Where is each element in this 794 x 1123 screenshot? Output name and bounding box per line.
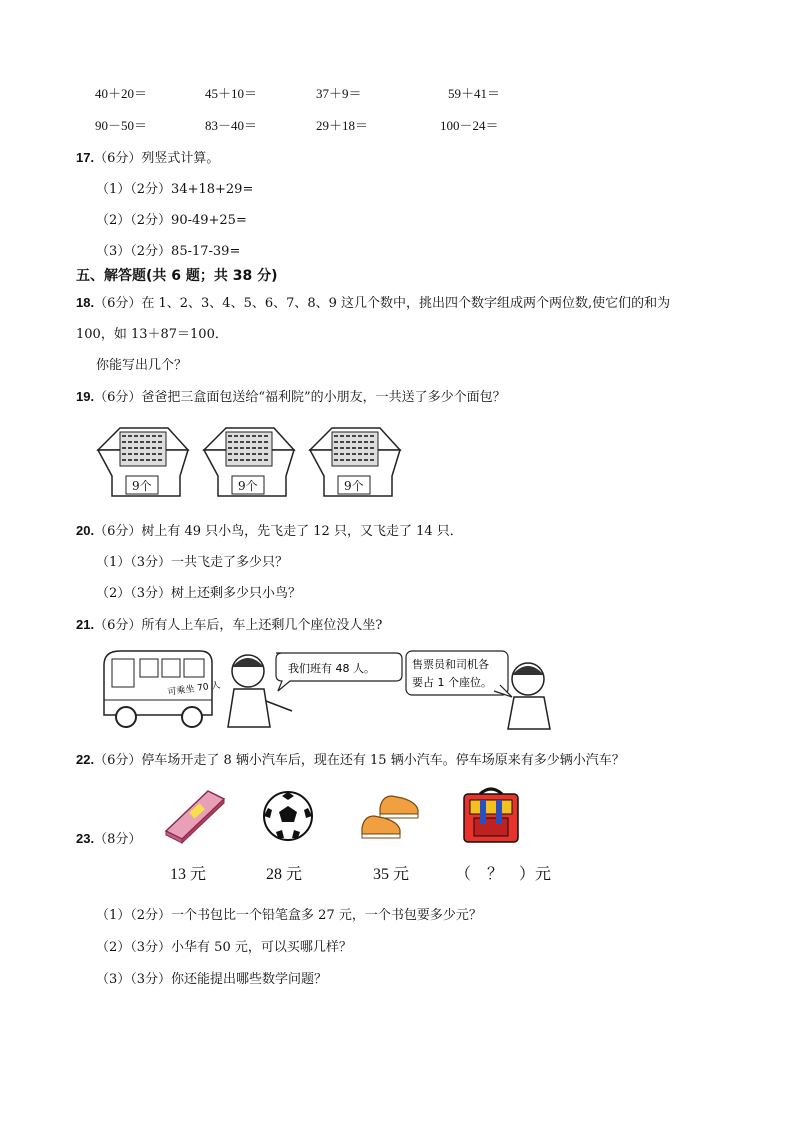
box-label: 9个 bbox=[344, 479, 364, 493]
sub-question: （2）（3分）树上还剩多少只小鸟？ bbox=[96, 586, 302, 601]
pencil-case-icon bbox=[160, 785, 230, 845]
bus-scene-illustration bbox=[100, 645, 560, 730]
question-text: （6分）停车场开走了 8 辆小汽车后，现在还有 15 辆小汽车。停车场原来有多少辆小汽车？ bbox=[94, 753, 625, 768]
question-score: （8分） bbox=[94, 832, 142, 847]
question-20 bbox=[76, 520, 463, 539]
box-label: 9个 bbox=[238, 479, 258, 493]
sneakers-icon bbox=[358, 788, 422, 844]
question-text: （6分）树上有 49 只小鸟，先飞走了 12 只，又飞走了 14 只． bbox=[94, 524, 463, 539]
speech-bubble: 我们班有 48 人。 bbox=[288, 662, 375, 675]
sub-question: （2）（3分）小华有 50 元，可以买哪几样？ bbox=[96, 940, 352, 955]
question-number: 20. bbox=[76, 523, 95, 538]
price-label: 35 元 bbox=[373, 866, 410, 883]
sub-question: （1）（3分）一共飞走了多少只？ bbox=[96, 555, 289, 570]
calc-item: 29＋18＝ bbox=[316, 118, 369, 133]
question-21 bbox=[76, 614, 382, 633]
question-19 bbox=[76, 386, 506, 405]
calc-item: 40＋20＝ bbox=[95, 86, 148, 101]
soccer-ball-icon bbox=[262, 790, 314, 842]
price-label: （ ？ ）元 bbox=[455, 866, 552, 883]
calc-item: 59＋41＝ bbox=[448, 86, 501, 101]
question-number: 18. bbox=[76, 295, 95, 310]
sub-question: （3）（2分）85-17-39= bbox=[96, 244, 241, 259]
calc-item: 45＋10＝ bbox=[205, 86, 258, 101]
question-text-line: 你能写出几个？ bbox=[96, 358, 188, 373]
sub-question: （1）（2分）一个书包比一个铅笔盒多 27 元，一个书包要多少元？ bbox=[96, 908, 482, 923]
speech-bubble-line: 要占 1 个座位。 bbox=[412, 676, 492, 689]
question-23 bbox=[76, 828, 141, 847]
price-label: 28 元 bbox=[266, 866, 303, 883]
calc-item: 83－40＝ bbox=[205, 118, 258, 133]
box-label: 9个 bbox=[132, 479, 152, 493]
question-number: 23. bbox=[76, 831, 95, 846]
calc-item: 100－24＝ bbox=[440, 118, 499, 133]
question-text: （6分）在 1、2、3、4、5、6、7、8、9 这几个数中，挑出四个数字组成两个两位数,使它们的和为 bbox=[94, 296, 671, 311]
question-number: 19. bbox=[76, 389, 95, 404]
question-17 bbox=[76, 147, 219, 166]
school-bag-icon bbox=[460, 784, 522, 846]
question-number: 17. bbox=[76, 150, 95, 165]
calc-item: 90－50＝ bbox=[95, 118, 148, 133]
question-number: 22. bbox=[76, 752, 95, 767]
sub-question: （3）（3分）你还能提出哪些数学问题？ bbox=[96, 972, 328, 987]
calc-item: 37＋9＝ bbox=[316, 86, 362, 101]
child-figure-icon bbox=[508, 663, 550, 729]
bread-boxes-illustration bbox=[92, 420, 412, 500]
section-title: 五、解答题(共 6 题；共 38 分) bbox=[76, 268, 278, 284]
question-18 bbox=[76, 292, 670, 311]
bus-sign: 可乘坐 70 人 bbox=[167, 680, 222, 698]
question-text: （6分）爸爸把三盒面包送给“福利院”的小朋友，一共送了多少个面包？ bbox=[94, 390, 506, 405]
sub-question: （2）（2分）90-49+25= bbox=[96, 213, 247, 228]
sub-question: （1）（2分）34+18+29= bbox=[96, 182, 254, 197]
speech-bubble-line: 售票员和司机各 bbox=[412, 658, 489, 671]
question-number: 21. bbox=[76, 617, 95, 632]
price-label: 13 元 bbox=[170, 866, 207, 883]
question-text-line: 100，如 13＋87＝100． bbox=[76, 327, 228, 342]
question-22 bbox=[76, 749, 625, 768]
question-text: （6分）列竖式计算。 bbox=[94, 151, 220, 166]
question-text: （6分）所有人上车后，车上还剩几个座位没人坐? bbox=[94, 618, 383, 633]
